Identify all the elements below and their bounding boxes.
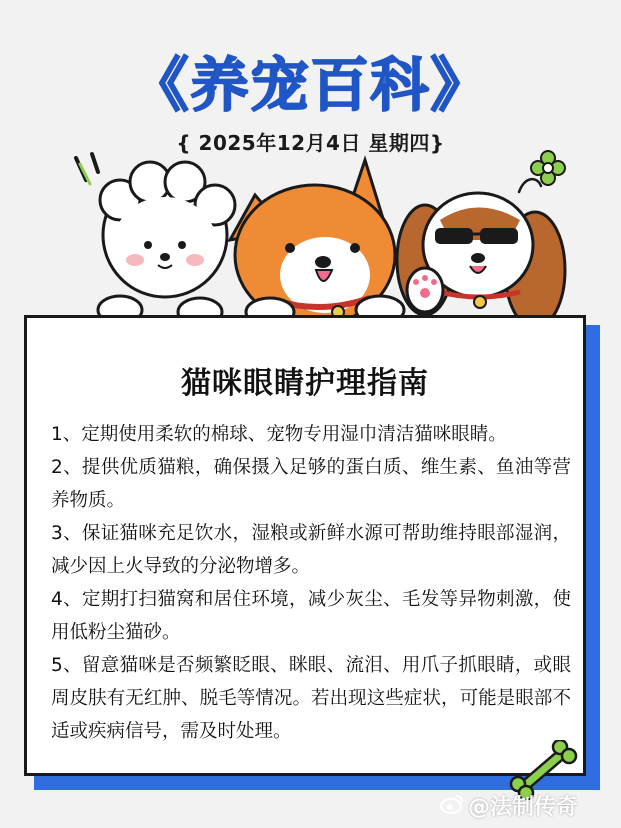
corgi-illustration <box>230 160 404 326</box>
tip-item: 5、留意猫咪是否频繁眨眼、眯眼、流泪、用爪子抓眼睛，或眼周皮肤有无红肿、脱毛等情况。若出现这些症状，可能是眼部不适或疾病信号，需及时处理。 <box>51 655 571 742</box>
tip-item: 4、定期打扫猫窝和居住环境，减少灰尘、毛发等异物刺激，使用低粉尘猫砂。 <box>51 589 571 643</box>
watermark: @法制传奇 <box>468 795 579 820</box>
page-title: 《养宠百科》 <box>130 51 491 119</box>
card-title: 猫咪眼睛护理指南 <box>181 366 429 401</box>
weibo-icon <box>440 793 464 815</box>
tip-item: 2、提供优质猫粮，确保摄入足够的蛋白质、维生素、鱼油等营养物质。 <box>51 457 571 511</box>
tip-item: 3、保证猫咪充足饮水，湿粮或新鲜水源可帮助维持眼部湿润，减少因上火导致的分泌物增多。 <box>51 523 571 577</box>
date-line: { 2025年12月4日 星期四} <box>176 131 445 155</box>
content-card <box>24 315 586 776</box>
tips-list <box>51 418 571 748</box>
tip-item: 1、定期使用柔软的棉球、宠物专用湿巾清洁猫咪眼睛。 <box>51 424 507 445</box>
pets-illustration <box>80 150 570 330</box>
poodle-illustration <box>98 162 235 326</box>
spaniel-illustration <box>397 193 565 328</box>
